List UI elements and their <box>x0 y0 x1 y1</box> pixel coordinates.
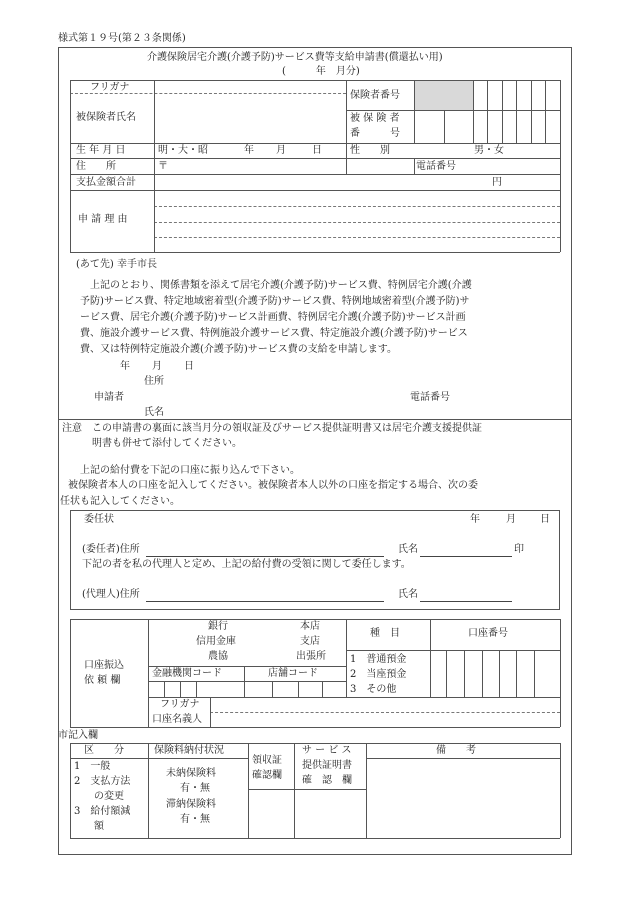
bank-type-credit-union[interactable]: 信用金庫 <box>196 636 236 647</box>
branch-type-head[interactable]: 本店 <box>300 621 320 632</box>
apply-year: 年 <box>120 361 130 372</box>
notes-divider <box>58 419 572 420</box>
delegation-statement: 下記の者を私の代理人と定め、上記の給付費の受領に関して委任します。 <box>82 559 411 570</box>
sex-label: 性 別 <box>350 145 390 156</box>
declaration-line-2: 予防)サービス費、特定地域密着型(介護予防)サービス費、特例地域密着型(介護予防)サ <box>80 296 470 307</box>
category-payment-change-2: の変更 <box>74 791 124 802</box>
delegation-day: 日 <box>540 514 550 525</box>
delegation-year: 年 <box>470 514 480 525</box>
agent-name-label: 氏名 <box>398 589 418 600</box>
overdue-premium-label: 滞納保険料 <box>166 799 216 810</box>
postal-mark: 〒 <box>158 161 168 172</box>
col-service-3: 確 認 欄 <box>302 775 352 786</box>
reason-field[interactable] <box>156 191 558 251</box>
branch-code-label: 店舗コード <box>268 668 318 679</box>
delegation-month: 月 <box>506 514 516 525</box>
col-remarks: 備 考 <box>436 745 476 756</box>
holder-furigana-label: フリガナ <box>160 699 200 710</box>
declaration-line-3: ービス費、居宅介護(介護予防)サービス計画費、特例居宅介護(介護予防)サービス計画 <box>80 312 466 323</box>
holder-furigana-field[interactable] <box>212 698 558 711</box>
account-type-other[interactable]: 3 その他 <box>350 684 397 695</box>
delegator-address-label: (委任者)住所 <box>82 544 140 555</box>
account-number-label: 口座番号 <box>468 628 508 639</box>
delegator-address-field[interactable] <box>146 543 384 555</box>
account-type-ordinary[interactable]: 1 普通預金 <box>350 654 407 665</box>
addressee: (あて先) 幸手市長 <box>76 259 157 270</box>
reason-label: 申 請 理 由 <box>78 214 128 225</box>
insurer-number-label: 保険者番号 <box>350 90 400 101</box>
birth-year: 年 <box>244 145 254 156</box>
col-service-1: サ ー ビ ス <box>302 745 352 756</box>
form-number: 様式第１９号(第２３条関係) <box>58 33 186 44</box>
insured-number-label-1: 被 保 険 者 <box>350 113 400 124</box>
unpaid-premium-label: 未納保険料 <box>166 768 216 779</box>
branch-code-field[interactable] <box>245 682 345 696</box>
col-receipt-1: 領収証 <box>252 755 282 766</box>
applicant-name-field[interactable] <box>170 405 390 418</box>
total-field[interactable] <box>156 175 486 189</box>
bank-section-label-2: 依 頼 欄 <box>84 675 121 686</box>
category-benefit-reduction: 3 給付額減 <box>74 806 131 817</box>
phone-field[interactable] <box>466 159 558 173</box>
institution-code-field[interactable] <box>149 682 243 696</box>
apply-month: 月 <box>152 361 162 372</box>
col-category: 区 分 <box>84 745 124 756</box>
sex-options[interactable]: 男・女 <box>474 145 504 156</box>
bank-name-field[interactable] <box>150 621 194 665</box>
account-category-label: 種 目 <box>370 628 400 639</box>
agent-address-field[interactable] <box>146 588 384 600</box>
insured-name-label: 被保険者氏名 <box>76 112 136 123</box>
furigana-label: フリガナ <box>90 82 130 93</box>
overdue-premium-value[interactable]: 有・無 <box>180 814 210 825</box>
institution-code-label: 金融機関コード <box>152 668 222 679</box>
col-service-2: 提供証明書 <box>302 760 352 771</box>
bank-type-bank[interactable]: 銀行 <box>208 621 228 632</box>
insured-number-field[interactable] <box>415 111 559 142</box>
form-title: 介護保険居宅介護(介護予防)サービス費等支給申請書(償還払い用) <box>147 52 443 63</box>
total-label: 支払金額合計 <box>76 177 136 188</box>
note-line-2: 明書も併せて添付してください。 <box>92 438 242 449</box>
col-premium: 保険料納付状況 <box>154 745 224 756</box>
bank-section-label-1: 口座振込 <box>84 660 124 671</box>
account-type-current[interactable]: 2 当座預金 <box>350 669 407 680</box>
branch-name-field[interactable] <box>246 621 296 665</box>
form-period: ( 年 月分) <box>282 66 360 77</box>
account-holder-field[interactable] <box>212 713 558 726</box>
branch-type-branch[interactable]: 支店 <box>300 636 320 647</box>
applicant-address-label: 住所 <box>144 376 164 387</box>
applicant-label: 申請者 <box>94 392 124 403</box>
applicant-name-label: 氏名 <box>144 407 164 418</box>
insurer-number-field[interactable] <box>474 81 559 109</box>
unpaid-premium-value[interactable]: 有・無 <box>180 783 210 794</box>
category-payment-change: 2 支払方法 <box>74 776 131 787</box>
category-general: 1 一般 <box>74 761 111 772</box>
address-field[interactable] <box>170 159 410 173</box>
city-section-title: 市記入欄 <box>58 730 98 741</box>
account-number-field[interactable] <box>431 651 559 696</box>
declaration-line-1: 上記のとおり、関係書類を添えて居宅介護(介護予防)サービス費、特例居宅介護(介護 <box>90 280 472 291</box>
branch-type-sub[interactable]: 出張所 <box>296 651 326 662</box>
agent-name-field[interactable] <box>420 588 512 600</box>
bank-type-agri-coop[interactable]: 農協 <box>208 651 228 662</box>
seal-mark: 印 <box>514 544 524 555</box>
birth-eras[interactable]: 明・大・昭 <box>158 145 208 156</box>
declaration-line-5: 費、又は特例特定施設介護(介護予防)サービス費の支給を申請します。 <box>80 344 398 355</box>
insured-number-label-2: 番 号 <box>350 128 400 139</box>
birth-label: 生 年 月 日 <box>76 145 126 156</box>
account-instruction-1: 被保険者本人の口座を記入してください。被保険者本人以外の口座を指定する場合、次の委 <box>68 480 478 491</box>
apply-day: 日 <box>184 361 194 372</box>
category-benefit-reduction-2: 額 <box>74 821 104 832</box>
account-holder-label: 口座名義人 <box>152 714 202 725</box>
transfer-instruction: 上記の給付費を下記の口座に振り込んで下さい。 <box>80 465 300 476</box>
agent-address-label: (代理人)住所 <box>82 589 140 600</box>
applicant-address-field[interactable] <box>170 374 390 387</box>
delegation-title: 委任状 <box>84 514 114 525</box>
birth-day: 日 <box>312 145 322 156</box>
phone-label: 電話番号 <box>416 161 456 172</box>
delegator-name-label: 氏名 <box>398 544 418 555</box>
remarks-field[interactable] <box>368 760 558 836</box>
furigana-field[interactable] <box>156 81 344 93</box>
account-instruction-2: 任状も記入してください。 <box>60 496 180 507</box>
insurer-number-shaded <box>415 81 473 110</box>
address-label: 住 所 <box>76 161 116 172</box>
note-line-1: 注意 この申請書の裏面に該当月分の領収証及びサービス提供証明書又は居宅介護支援提供証 <box>62 423 482 434</box>
col-receipt-2: 確認欄 <box>252 770 282 781</box>
insured-name-field[interactable] <box>156 95 344 142</box>
applicant-phone-label: 電話番号 <box>410 392 450 403</box>
declaration-line-4: 費、施設介護サービス費、特例施設介護サービス費、特定施設介護(介護予防)サービス <box>80 328 468 339</box>
birth-month: 月 <box>276 145 286 156</box>
yen-unit: 円 <box>492 177 502 188</box>
delegator-name-field[interactable] <box>420 543 512 555</box>
